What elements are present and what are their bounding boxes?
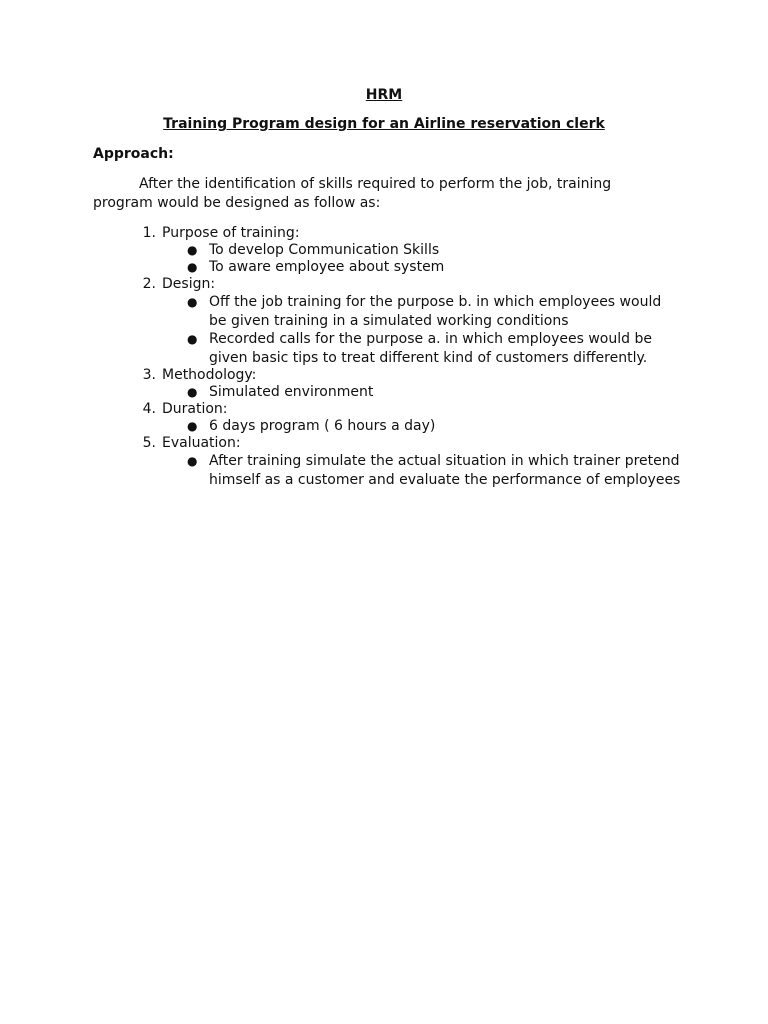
- bullet-item: [187, 418, 683, 435]
- bullet-text: Off the job training for the purpose b. in which employees would be given training in a simulated working conditions: [209, 294, 662, 329]
- list-item-label: Duration:: [162, 401, 228, 417]
- duration-bullets: [93, 418, 683, 435]
- bullet-item: [187, 330, 683, 367]
- bullet-text: After training simulate the actual situation in which trainer pretend himself as a customer and evaluate the performance of employees: [209, 453, 681, 488]
- list-item-label: Methodology:: [162, 367, 257, 383]
- methodology-bullets: [93, 384, 683, 401]
- list-item-evaluation: [93, 435, 683, 489]
- list-item-number: 4.: [142, 401, 156, 417]
- document-title: HRM: [365, 87, 403, 103]
- bullet-icon: ●: [187, 295, 198, 309]
- bullet-item: [187, 452, 683, 489]
- purpose-bullets: [93, 242, 683, 276]
- bullet-text: To aware employee about system: [209, 259, 445, 275]
- bullet-icon: ●: [187, 332, 198, 346]
- list-item-label: Design:: [162, 276, 216, 292]
- list-item-label: Purpose of training:: [162, 225, 300, 241]
- bullet-icon: ●: [187, 243, 198, 257]
- bullet-text: Simulated environment: [209, 384, 374, 400]
- bullet-icon: ●: [187, 419, 198, 433]
- training-program-list: [93, 225, 683, 489]
- list-item-design: [93, 276, 683, 367]
- design-bullets: [93, 293, 683, 367]
- approach-heading: Approach:: [93, 146, 174, 162]
- bullet-item: [187, 384, 683, 401]
- bullet-icon: ●: [187, 260, 198, 274]
- bullet-icon: ●: [187, 454, 198, 468]
- document-subtitle: Training Program design for an Airline reservation clerk: [163, 116, 605, 132]
- bullet-item: [187, 259, 683, 276]
- evaluation-bullets: [93, 452, 683, 489]
- bullet-item: [187, 242, 683, 259]
- bullet-icon: ●: [187, 385, 198, 399]
- list-item-number: 2.: [142, 276, 156, 292]
- list-item-purpose: [93, 225, 683, 276]
- list-item-number: 5.: [142, 435, 156, 451]
- bullet-text: To develop Communication Skills: [209, 242, 440, 258]
- list-item-duration: [93, 401, 683, 435]
- list-item-label: Evaluation:: [162, 435, 241, 451]
- list-item-number: 1.: [142, 225, 156, 241]
- bullet-text: 6 days program ( 6 hours a day): [209, 418, 436, 434]
- list-item-methodology: [93, 367, 683, 401]
- intro-paragraph: After the identification of skills required to perform the job, training program would be designed as follow as:: [93, 176, 612, 211]
- bullet-text: Recorded calls for the purpose a. in which employees would be given basic tips to treat different kind of customers differently.: [209, 331, 652, 366]
- bullet-item: [187, 293, 683, 330]
- list-item-number: 3.: [142, 367, 156, 383]
